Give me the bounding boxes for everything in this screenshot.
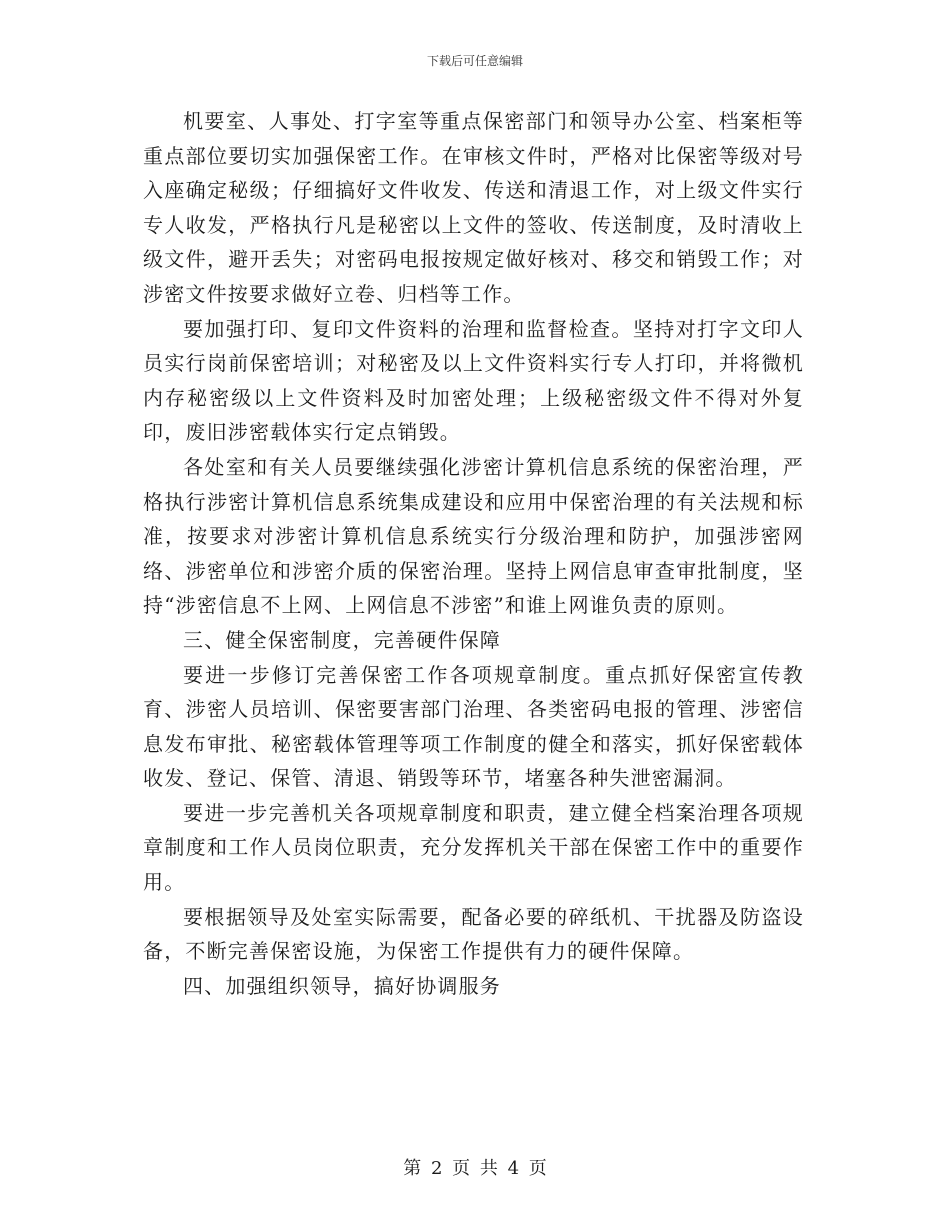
paragraph-printing-control: 要加强打印、复印文件资料的治理和监督检查。坚持对打字文印人员实行岗前保密培训；对秘密及以上文件资料实行专人打印，并将微机内存秘密级以上文件资料及时加密处理；上级秘密级文件不得对外复印，废旧涉密载体实行定点销毁。 <box>143 316 804 445</box>
paragraph-computer-security: 各处室和有关人员要继续强化涉密计算机信息系统的保密治理，严格执行涉密计算机信息系统集成建设和应用中保密治理的有关法规和标准，按要求对涉密计算机信息系统实行分级治理和防护，加强涉密网络、涉密单位和涉密介质的保密治理。坚持上网信息审查审批制度，坚持“涉密信息不上网、上网信息不涉密”和谁上网谁负责的原则。 <box>143 454 804 618</box>
section-heading-3: 三、健全保密制度，完善硬件保障 <box>183 627 501 652</box>
section-heading-4: 四、加强组织领导，搞好协调服务 <box>183 973 501 998</box>
paragraph-archive-security: 机要室、人事处、打字室等重点保密部门和领导办公室、档案柜等重点部位要切实加强保密工作。在审核文件时，严格对比保密等级对号入座确定秘级；仔细搞好文件收发、传送和清退工作，对上级文件实行专人收发，严格执行凡是秘密以上文件的签收、传送制度，及时清收上级文件，避开丢失；对密码电报按规定做好核对、移交和销毁工作；对涉密文件按要求做好立卷、归档等工作。 <box>143 109 804 306</box>
paragraph-rules-revision: 要进一步修订完善保密工作各项规章制度。重点抓好保密宣传教育、涉密人员培训、保密要害部门治理、各类密码电报的管理、涉密信息发布审批、秘密载体管理等项工作制度的健全和落实，抓好保密载体收发、登记、保管、清退、销毁等环节，堵塞各种失泄密漏洞。 <box>143 662 804 791</box>
document-body <box>143 104 804 1003</box>
page-number: 第 2 页 共 4 页 <box>403 1158 547 1179</box>
page-header: 下载后可任意编辑 <box>426 54 523 68</box>
paragraph-equipment: 要根据领导及处室实际需要，配备必要的碎纸机、干扰器及防盗设备，不断完善保密设施，为保密工作提供有力的硬件保障。 <box>143 904 804 964</box>
paragraph-duties: 要进一步完善机关各项规章制度和职责，建立健全档案治理各项规章制度和工作人员岗位职责，充分发挥机关干部在保密工作中的重要作用。 <box>143 800 804 895</box>
